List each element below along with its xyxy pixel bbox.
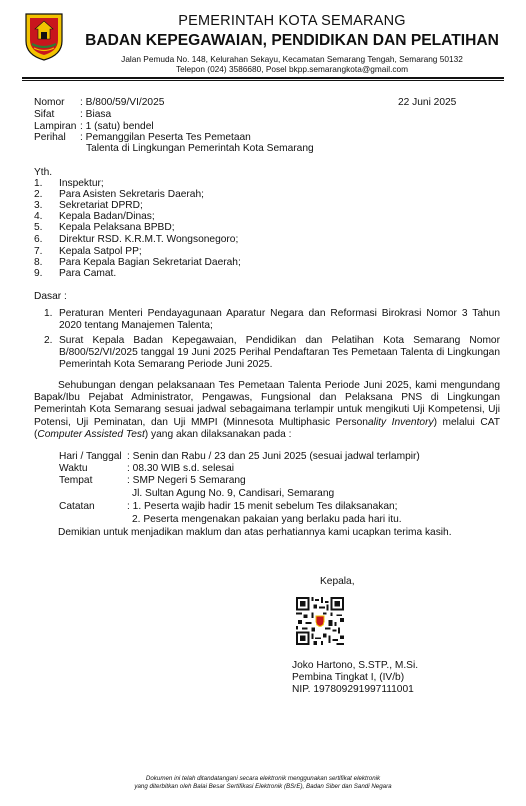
addressee-item: Direktur RSD. K.R.M.T. Wongsonegoro;	[59, 234, 239, 245]
schedule-tempat-value-line1: : SMP Negeri 5 Semarang	[127, 475, 246, 486]
addressee-number: 6.	[34, 234, 43, 245]
addressee-number: 8.	[34, 257, 43, 268]
addressee-number: 5.	[34, 222, 43, 233]
header-divider-thin	[22, 80, 504, 81]
addressee-number: 7.	[34, 246, 43, 257]
addressee-item: Kepala Satpol PP;	[59, 246, 142, 257]
closing-sentence: Demikian untuk menjadikan maklum dan atas perhatiannya kami ucapkan terima kasih.	[58, 527, 452, 538]
schedule-catatan-value-line2: 2. Peserta mengenakan pakaian yang berlaku pada hari itu.	[132, 514, 402, 525]
sifat-value: : Biasa	[80, 109, 112, 120]
dasar-item: Peraturan Menteri Pendayagunaan Aparatur Negara dan Reformasi Birokrasi Nomor 3 Tahun 2020 tentang Manajemen Talenta;	[59, 308, 500, 332]
header-address: Jalan Pemuda No. 148, Kelurahan Sekayu, Kecamatan Semarang Tengah, Semarang 50132	[121, 54, 463, 64]
addressee-item: Para Asisten Sekretaris Daerah;	[59, 189, 204, 200]
dasar-number: 2.	[44, 335, 53, 346]
addressee-number: 2.	[34, 189, 43, 200]
schedule-tempat-value-line2: Jl. Sultan Agung No. 9, Candisari, Semarang	[132, 488, 335, 499]
header-agency-name: BADAN KEPEGAWAIAN, PENDIDIKAN DAN PELATIHAN	[85, 32, 499, 49]
letter-date: 22 Juni 2025	[398, 97, 457, 108]
dasar-label: Dasar :	[34, 291, 67, 302]
header-government-name: PEMERINTAH KOTA SEMARANG	[178, 13, 406, 29]
perihal-label: Perihal	[34, 132, 66, 143]
perihal-value-line1: : Pemanggilan Peserta Tes Pemetaan	[80, 132, 251, 143]
schedule-catatan-label: Catatan	[59, 501, 95, 512]
header-divider-thick	[22, 77, 504, 79]
addressee-yth: Yth.	[34, 167, 53, 178]
sifat-label: Sifat	[34, 109, 55, 120]
signature-title: Kepala,	[320, 576, 355, 587]
signatory-name: Joko Hartono, S.STP., M.Si.	[292, 660, 419, 671]
schedule-tempat-label: Tempat	[59, 475, 93, 486]
addressee-item: Kepala Pelaksana BPBD;	[59, 222, 175, 233]
signature-qr-code-icon	[296, 597, 344, 645]
nomor-label: Nomor	[34, 97, 65, 108]
addressee-item: Sekretariat DPRD;	[59, 200, 143, 211]
schedule-waktu-label: Waktu	[59, 463, 88, 474]
perihal-value-line2: Talenta di Lingkungan Pemerintah Kota Semarang	[86, 143, 314, 154]
addressee-item: Inspektur;	[59, 178, 104, 189]
lampiran-label: Lampiran	[34, 121, 77, 132]
footer-esign-note-line1: Dokumen ini telah ditandatangani secara elektronik menggunakan sertifikat elektronik	[145, 775, 381, 782]
footer-esign-note-line2: yang diterbitkan oleh Balai Besar Sertifikasi Elektronik (BSrE), Badan Siber dan Sandi Negara	[134, 783, 392, 790]
body-paragraph: Sehubungan dengan pelaksanaan Tes Pemetaan Talenta Periode Juni 2025, kami mengundang Bapak/Ibu Pejabat Administrator, Pengawas, Fungsional dan Pelaksana PNS di Lingkungan Pemerintah Kota Semarang sesuai jadwal sebagaimana terlampir untuk mengikuti Uji Kompetensi, Uji Potensi, Uji Peminatan, dan Uji MMPI (Minnesota Multiphasic Personality Inventory) melalui CAT (Computer Assisted Test) yang akan dilaksanakan pada :	[34, 380, 500, 440]
addressee-number: 4.	[34, 211, 43, 222]
addressee-item: Para Camat.	[59, 268, 117, 279]
schedule-catatan-value-line1: : 1. Peserta wajib hadir 15 menit sebelum Tes dilaksanakan;	[127, 501, 398, 512]
addressee-number: 3.	[34, 200, 43, 211]
signatory-rank: Pembina Tingkat I, (IV/b)	[292, 672, 405, 683]
addressee-item: Para Kepala Bagian Sekretariat Daerah;	[59, 257, 241, 268]
header-contact: Telepon (024) 3586680, Posel bkpp.semarangkota@gmail.com	[175, 64, 409, 74]
schedule-hari-value: : Senin dan Rabu / 23 dan 25 Juni 2025 (sesuai jadwal terlampir)	[127, 451, 420, 462]
dasar-number: 1.	[44, 308, 53, 319]
addressee-number: 1.	[34, 178, 43, 189]
addressee-item: Kepala Badan/Dinas;	[59, 211, 155, 222]
schedule-waktu-value: : 08.30 WIB s.d. selesai	[127, 463, 235, 474]
dasar-item: Surat Kepala Badan Kepegawaian, Pendidikan dan Pelatihan Kota Semarang Nomor B/800/52/VI/2025 tanggal 19 Juni 2025 Perihal Pendaftaran Tes Pemetaan Talenta di Lingkungan Pemerintah Kota Semarang Periode Juni 2025.	[59, 335, 500, 371]
schedule-hari-label: Hari / Tanggal	[59, 451, 122, 462]
addressee-number: 9.	[34, 268, 43, 279]
lampiran-value: : 1 (satu) bendel	[80, 121, 154, 132]
signatory-nip: NIP. 197809291997111001	[292, 684, 414, 695]
nomor-value: : B/800/59/VI/2025	[80, 97, 165, 108]
